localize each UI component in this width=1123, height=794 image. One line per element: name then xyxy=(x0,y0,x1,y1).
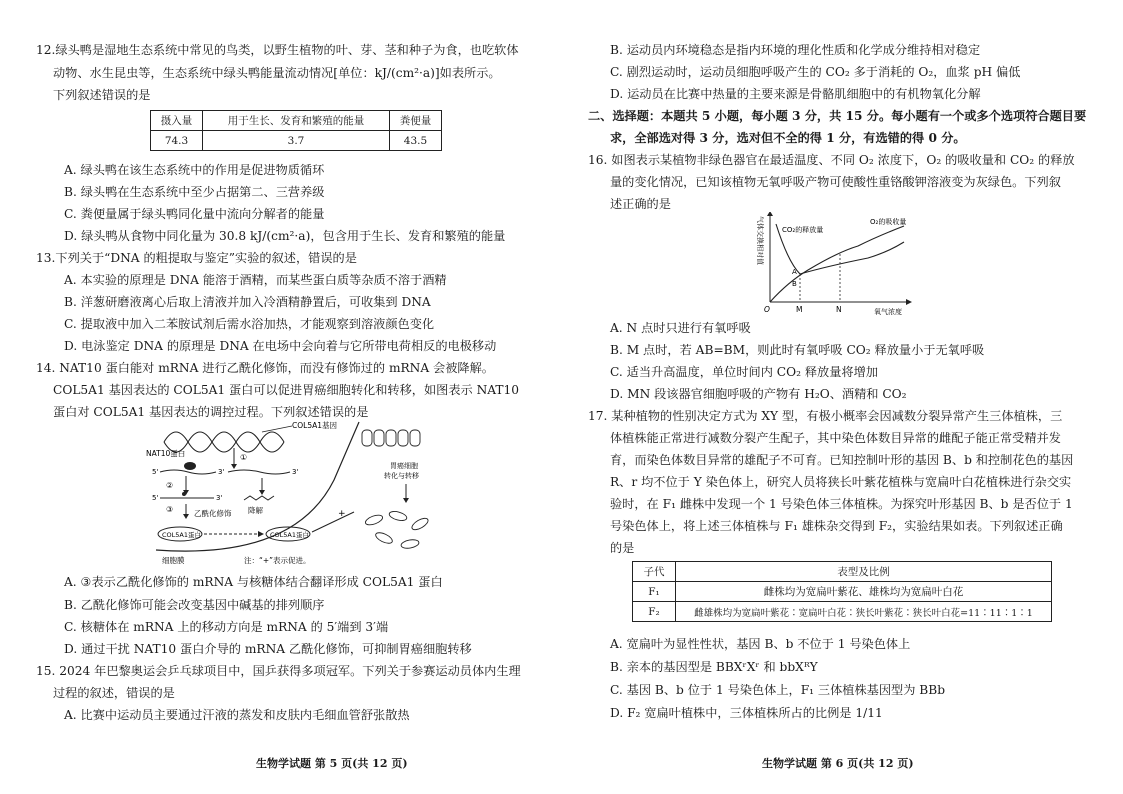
table-cell: 74.3 xyxy=(151,131,203,151)
q14-option-c: C. 核糖体在 mRNA 上的移动方向是 mRNA 的 5′端到 3′端 xyxy=(64,620,389,634)
five-prime: 5' xyxy=(152,468,159,476)
q12-energy-table xyxy=(150,110,442,151)
note-label: 注：“+”表示促进。 xyxy=(244,556,311,565)
cancer-cells xyxy=(364,510,430,550)
three-prime: 3' xyxy=(218,468,225,476)
cell-row xyxy=(362,430,420,446)
degrade-label: 降解 xyxy=(248,506,263,515)
table-header: 子代 xyxy=(633,562,676,582)
five-prime: 5' xyxy=(152,494,159,502)
step3-label: ③ xyxy=(166,505,174,514)
promote-plus: + xyxy=(338,509,346,519)
chart-y-label: 气体交换相对值 xyxy=(756,216,764,265)
q12-stem-line2: 动物、水生昆虫等，生态系统中绿头鸭能量流动情况[单位：kJ/(cm²·a)]如表所示。 xyxy=(53,66,501,80)
col5a1-protein-label: COL5A1蛋白 xyxy=(162,531,201,539)
table-header: 用于生长、发育和繁殖的能量 xyxy=(203,111,390,131)
co2-series-label: CO₂的释放量 xyxy=(782,226,824,234)
q16-stem-line3: 述正确的是 xyxy=(610,197,671,211)
table-header: 表型及比例 xyxy=(676,562,1052,582)
section2-heading-line2: 求，全部选对得 3 分，选对但不全的得 1 分，有选错的得 0 分。 xyxy=(610,131,966,145)
page-footer-right: 生物学试题 第 6 页(共 12 页) xyxy=(762,757,914,770)
q15-stem-line2: 过程的叙述，错误的是 xyxy=(53,686,175,700)
q13-option-c: C. 提取液中加入二苯胺试剂后需水浴加热，才能观察到溶液颜色变化 xyxy=(64,317,435,331)
q17-result-table xyxy=(632,561,1052,622)
q17-option-d: D. F₂ 宽扁叶植株中，三体植株所占的比例是 1/11 xyxy=(610,706,883,720)
q15-stem-line1: 15. 2024 年巴黎奥运会乒乓球项目中，国乒获得多项冠军。下列关于参赛运动员体内生理 xyxy=(36,664,521,678)
transform-label: 转化与转移 xyxy=(384,472,419,480)
gene-label: COL5A1基因 xyxy=(292,421,337,430)
tick-n: N xyxy=(836,305,842,314)
page-footer-left: 生物学试题 第 5 页(共 12 页) xyxy=(256,757,408,770)
table-cell: 43.5 xyxy=(389,131,441,151)
step2-label: ② xyxy=(166,481,174,490)
table-cell: F₂ xyxy=(633,602,676,622)
q14-option-d: D. 通过干扰 NAT10 蛋白介导的 mRNA 乙酰化修饰，可抑制胃癌细胞转移 xyxy=(64,642,472,656)
origin-label: O xyxy=(764,305,770,314)
three-prime: 3' xyxy=(216,494,223,502)
gastric-cell-label: 胃癌细胞 xyxy=(390,462,418,470)
q17-option-c: C. 基因 B、b 位于 1 号染色体上，F₁ 三体植株基因型为 BBb xyxy=(610,683,946,697)
q13-stem: 13.下列关于“DNA 的粗提取与鉴定”实验的叙述，错误的是 xyxy=(36,251,357,265)
q15-option-c: C. 剧烈运动时，运动员细胞呼吸产生的 CO₂ 多于消耗的 O₂，血浆 pH 偏低 xyxy=(610,65,1021,79)
q14-figure xyxy=(144,420,434,566)
table-cell: 雌株均为宽扁叶紫花、雄株均为宽扁叶白花 xyxy=(676,582,1052,602)
membrane-label: 细胞膜 xyxy=(162,556,185,565)
acetylation-label: 乙酰化修饰 xyxy=(194,509,232,518)
three-prime: 3' xyxy=(292,468,299,476)
tick-m: M xyxy=(796,305,803,314)
table-cell: 雌雄株均为宽扁叶紫花∶宽扁叶白花∶狭长叶紫花∶狭长叶白花=11∶11∶1∶1 xyxy=(676,602,1052,622)
q12-stem-line3: 下列叙述错误的是 xyxy=(53,88,151,102)
q16-option-a: A. N 点时只进行有氧呼吸 xyxy=(610,321,751,335)
q12-option-d: D. 绿头鸭从食物中同化量为 30.8 kJ/(cm²·a)，包含用于生长、发育和繁殖的能量 xyxy=(64,229,506,243)
q17-stem-line3: 育，而染色体数目异常的雄配子不可育。已知控制叶形的基因 B、b 和控制花色的基因 xyxy=(610,453,1074,467)
q14-stem-line3: 蛋白对 COL5A1 基因表达的调控过程。下列叙述错误的是 xyxy=(53,405,369,419)
q13-option-a: A. 本实验的原理是 DNA 能溶于酒精，而某些蛋白质等杂质不溶于酒精 xyxy=(64,273,447,287)
table-header: 摄入量 xyxy=(151,111,203,131)
nat10-regulation-diagram xyxy=(144,420,434,566)
q17-stem-line6: 号染色体上，将上述三体植株与 F₁ 雄株杂交得到 F₂，实验结果如表。下列叙述正确 xyxy=(610,519,1063,533)
q14-stem-line1: 14. NAT10 蛋白能对 mRNA 进行乙酰化修饰，而没有修饰过的 mRNA 会被降解。 xyxy=(36,361,494,375)
q14-stem-line2: COL5A1 基因表达的 COL5A1 蛋白可以促进胃癌细胞转化和转移，如图表示 NAT10 xyxy=(53,383,520,397)
col5a1-protein-label-2: COL5A1蛋白 xyxy=(270,531,309,539)
step1-label: ① xyxy=(240,453,248,462)
q16-stem-line1: 16. 如图表示某植物非绿色器官在最适温度、不同 O₂ 浓度下，O₂ 的吸收量和 CO₂ 的释放 xyxy=(588,153,1075,167)
right-page xyxy=(582,0,1087,794)
section2-heading-line1: 二、选择题：本题共 5 小题，每小题 3 分，共 15 分。每小题有一个或多个选项符合题目要 xyxy=(588,109,1087,123)
chart-x-label: 氧气浓度 xyxy=(874,308,902,316)
q13-option-b: B. 洋葱研磨液离心后取上清液并加入冷酒精静置后，可收集到 DNA xyxy=(64,295,431,309)
q14-option-a: A. ③表示乙酰化修饰的 mRNA 与核糖体结合翻译形成 COL5A1 蛋白 xyxy=(64,575,443,589)
q15-option-d: D. 运动员在比赛中热量的主要来源是骨骼肌细胞中的有机物氧化分解 xyxy=(610,87,981,101)
q17-option-b: B. 亲本的基因型是 BBXʳXʳ 和 bbXᴿY xyxy=(610,660,818,674)
left-page xyxy=(36,0,566,794)
q16-option-b: B. M 点时，若 AB=BM，则此时有氧呼吸 CO₂ 释放量小于无氧呼吸 xyxy=(610,343,985,357)
q16-stem-line2: 量的变化情况，已知该植物无氧呼吸产物可使酸性重铬酸钾溶液变为灰绿色。下列叙 xyxy=(610,175,1061,189)
q16-figure xyxy=(748,212,918,316)
q16-option-d: D. MN 段该器官细胞呼吸的产物有 H₂O、酒精和 CO₂ xyxy=(610,387,907,401)
q17-stem-line4: R、r 均不位于 Y 染色体上，研究人员将狭长叶紫花植株与宽扁叶白花植株进行杂交实 xyxy=(610,475,1072,489)
q12-option-c: C. 粪便量属于绿头鸭同化量中流向分解者的能量 xyxy=(64,207,325,221)
q13-option-d: D. 电泳鉴定 DNA 的原理是 DNA 在电场中会向着与它所带电荷相反的电极移动 xyxy=(64,339,497,353)
table-cell: F₁ xyxy=(633,582,676,602)
q17-stem-line2: 体植株能正常进行减数分裂产生配子，其中染色体数目异常的雌配子能正常受精并发 xyxy=(610,431,1061,445)
table-cell: 3.7 xyxy=(203,131,390,151)
nat10-label: NAT10蛋白 xyxy=(146,449,186,458)
q16-option-c: C. 适当升高温度，单位时间内 CO₂ 释放量将增加 xyxy=(610,365,878,379)
table-header: 粪便量 xyxy=(389,111,441,131)
q17-stem-line5: 验时，在 F₁ 雌株中发现一个 1 号染色体三体植株。为探究叶形基因 B、b 是否位于 1 xyxy=(610,497,1073,511)
q17-option-a: A. 宽扁叶为显性性状，基因 B、b 不位于 1 号染色体上 xyxy=(610,637,911,651)
q17-stem-line1: 17. 某种植物的性别决定方式为 XY 型，有极小概率会因减数分裂异常产生三体植株，三 xyxy=(588,409,1063,423)
q12-stem-line1: 12.绿头鸭是湿地生态系统中常见的鸟类，以野生植物的叶、芽、茎和种子为食，也吃软体 xyxy=(36,43,519,57)
o2-series-label: O₂的吸收量 xyxy=(870,218,907,226)
respiration-chart xyxy=(748,212,918,316)
q15-option-b: B. 运动员内环境稳态是指内环境的理化性质和化学成分维持相对稳定 xyxy=(610,43,981,57)
q12-option-a: A. 绿头鸭在该生态系统中的作用是促进物质循环 xyxy=(64,163,325,177)
point-b: B xyxy=(792,280,797,288)
q12-option-b: B. 绿头鸭在生态系统中至少占据第二、三营养级 xyxy=(64,185,325,199)
q14-option-b: B. 乙酰化修饰可能会改变基因中碱基的排列顺序 xyxy=(64,598,325,612)
q15-option-a: A. 比赛中运动员主要通过汗液的蒸发和皮肤内毛细血管舒张散热 xyxy=(64,708,410,722)
point-a: A xyxy=(792,268,797,276)
q17-stem-line7: 的是 xyxy=(610,541,635,555)
